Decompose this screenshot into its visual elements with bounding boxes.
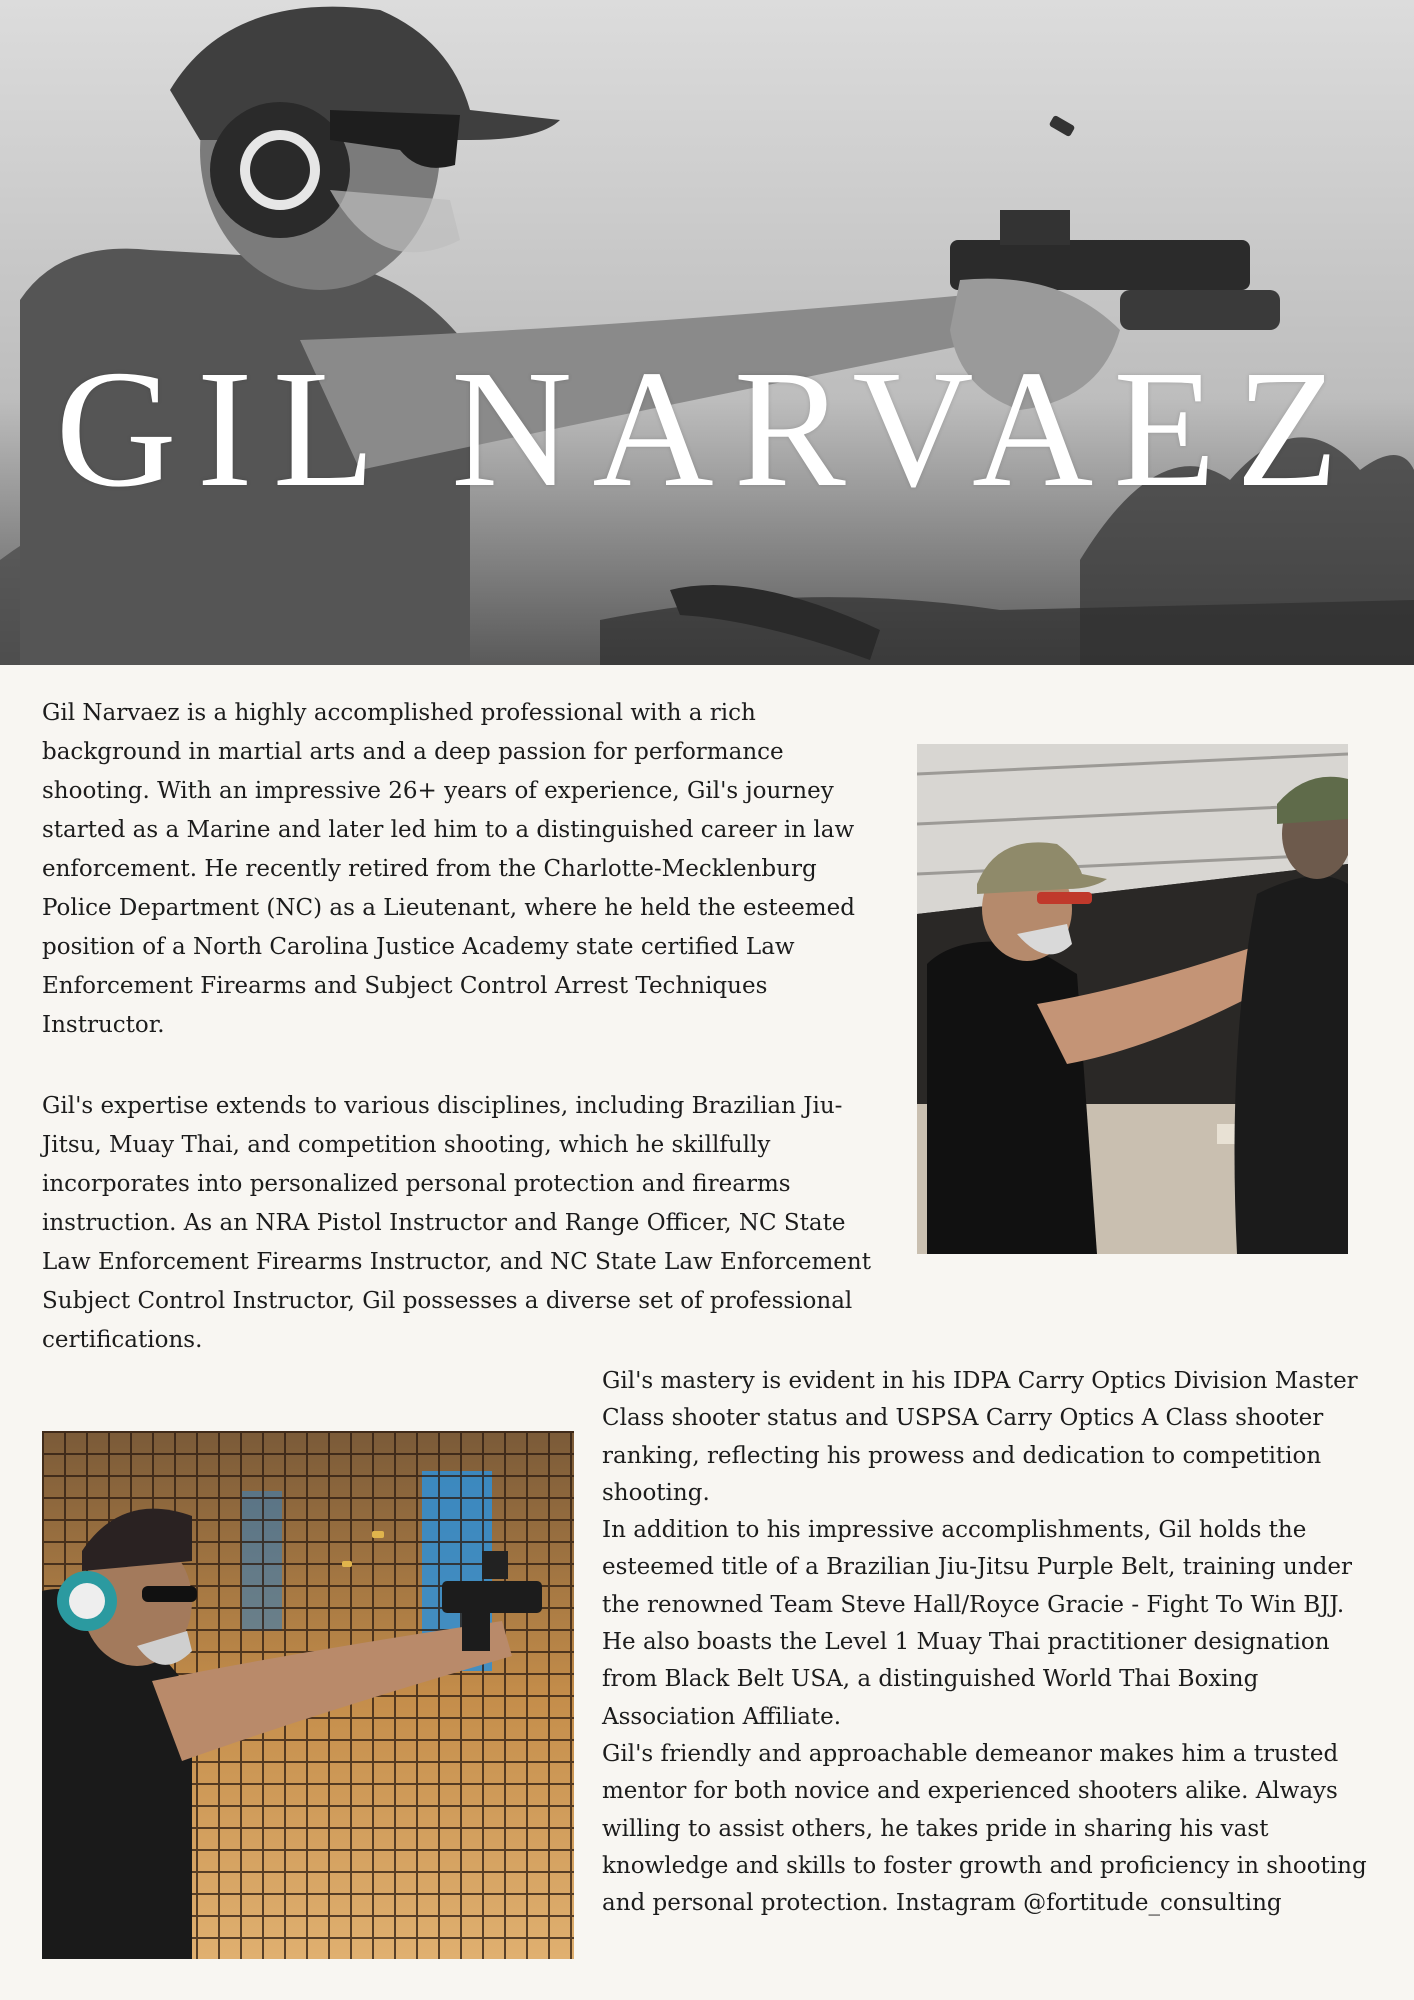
range-shooting-photo — [42, 1431, 574, 1959]
bio-column-right — [602, 1363, 1382, 1922]
bio-paragraph-expertise: Gil's expertise extends to various disciplines, including Brazilian Jiu-Jitsu, Muay Thai, and competition shooting, which he skillfully incorporates into personalized personal protection and firearms instruction. As an NRA Pistol Instructor and Range Officer, NC State Law Enforcement Firearms Instructor, and NC State Law Enforcement Subject Control Instructor, Gil possesses a diverse set of professional certifications. — [42, 1093, 871, 1353]
bio-paragraph-competition: Gil's mastery is evident in his IDPA Carry Optics Division Master Class shooter status and USPSA Carry Optics A Class shooter ranking, reflecting his prowess and dedication to competition shooting. — [602, 1368, 1358, 1506]
instructor-coaching-photo — [917, 744, 1348, 1254]
bio-paragraph-mentorship: Gil's friendly and approachable demeanor makes him a trusted mentor for both novice and experienced shooters alike. Always willing to assist others, he takes pride in sharing his vast knowledge and skills to foster growth and proficiency in shooting and personal protection. Instagram @fortitude_consulting — [602, 1740, 1367, 1917]
hero-banner — [0, 0, 1414, 665]
bio-paragraph-intro: Gil Narvaez is a highly accomplished professional with a rich background in martial arts and a deep passion for performance shooting. With an impressive 26+ years of experience, Gil's journey started as a Marine and later led him to a distinguished career in law enforcement. He recently retired from the Charlotte-Mecklenburg Police Department (NC) as a Lieutenant, where he held the esteemed position of a North Carolina Justice Academy state certified Law Enforcement Firearms and Subject Control Arrest Techniques Instructor. — [42, 700, 855, 1038]
page-title: GIL NARVAEZ — [55, 336, 1359, 522]
bio-paragraph-martial-arts: In addition to his impressive accomplishments, Gil holds the esteemed title of a Brazilian Jiu-Jitsu Purple Belt, training under the renowned Team Steve Hall/Royce Gracie - Fight To Win BJJ. He also boasts the Level 1 Muay Thai practitioner designation from Black Belt USA, a distinguished World Thai Boxing Association Affiliate. — [602, 1517, 1352, 1730]
hero-shooter-illustration — [0, 0, 1414, 665]
